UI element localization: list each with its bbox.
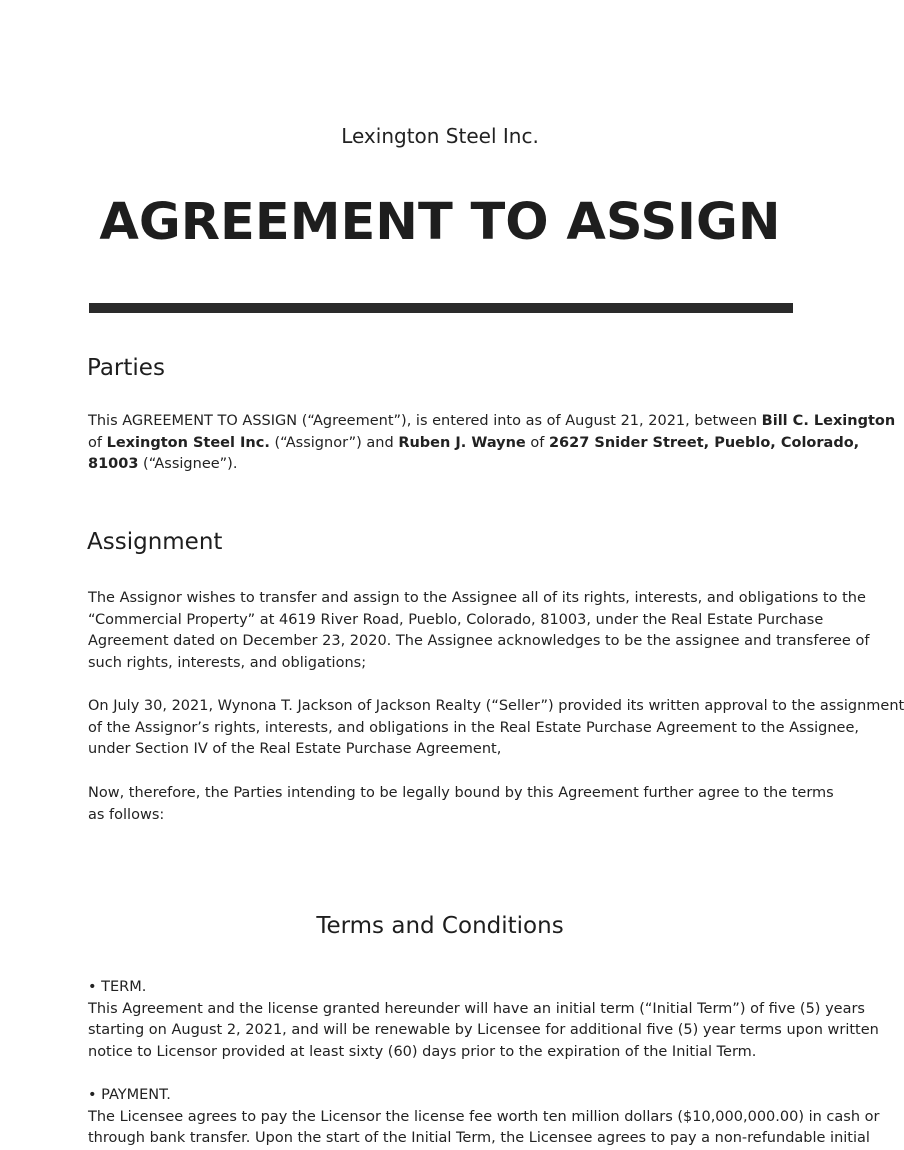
paragraph-line: through bank transfer. Upon the start of the Initial Term, the Licensee agrees to pay a non-refundable initial <box>88 1130 870 1147</box>
payment-label: • PAYMENT. <box>88 1087 171 1103</box>
party-a-name: Bill C. Lexington <box>761 413 896 429</box>
term-label: • TERM. <box>88 979 147 995</box>
paragraph-line: of the Assignor’s rights, interests, and obligations in the Real Estate Purchase Agreement to the Assignee, <box>88 719 860 736</box>
assignee-address-line-1: 2627 Snider Street, Pueblo, Colorado, <box>548 434 860 451</box>
parties-heading: Parties <box>87 355 165 381</box>
paragraph-line: The Assignor wishes to transfer and assign to the Assignee all of its rights, interests, and obligations to the <box>88 590 866 606</box>
paragraph-line: Agreement dated on December 23, 2020. The Assignee acknowledges to be the assignee and transferee of <box>88 633 870 650</box>
payment-section <box>88 1085 880 1150</box>
paragraph-line: Now, therefore, the Parties intending to be legally bound by this Agreement further agree to the terms <box>88 785 834 801</box>
parties-line-1 <box>88 411 896 433</box>
paragraph-line: The Licensee agrees to pay the Licensor the license fee worth ten million dollars ($10,000,000.00) in cash or <box>88 1108 880 1125</box>
assignment-heading: Assignment <box>87 529 223 555</box>
document-title: AGREEMENT TO ASSIGN <box>99 193 781 252</box>
term-section <box>88 977 879 1063</box>
paragraph-line: under Section IV of the Real Estate Purchase Agreement, <box>88 741 502 758</box>
assignor-company: Lexington Steel Inc. <box>106 434 270 451</box>
parties-text-1: This AGREEMENT TO ASSIGN (“Agreement”), is entered into as of August 21, 2021, between <box>88 413 762 429</box>
paragraph-line: notice to Licensor provided at least sixty (60) days prior to the expiration of the Initial Term. <box>88 1043 757 1060</box>
parties-paragraph <box>88 411 896 476</box>
parties-text-3: (“Assignor”) and <box>269 434 399 451</box>
assignment-paragraph-2 <box>88 696 904 761</box>
assignee-name: Ruben J. Wayne <box>398 434 526 451</box>
paragraph-line: On July 30, 2021, Wynona T. Jackson of Jackson Realty (“Seller”) provided its written approval to the assignment <box>88 698 904 714</box>
parties-text-5: (“Assignee”). <box>138 456 238 473</box>
assignment-paragraph-3 <box>88 783 834 826</box>
paragraph-line: “Commercial Property” at 4619 River Road, Pueblo, Colorado, 81003, under the Real Estate Purchase <box>88 611 824 628</box>
parties-line-2 <box>88 433 860 455</box>
paragraph-line: starting on August 2, 2021, and will be renewable by Licensee for additional five (5) year terms upon written <box>88 1022 879 1039</box>
parties-line-3 <box>88 454 808 476</box>
terms-heading: Terms and Conditions <box>316 913 564 939</box>
company-name: Lexington Steel Inc. <box>341 124 539 148</box>
paragraph-line: such rights, interests, and obligations; <box>88 654 367 671</box>
title-divider <box>89 303 793 313</box>
assignee-address-line-2: 81003 <box>88 456 139 473</box>
paragraph-line: as follows: <box>88 806 165 823</box>
paragraph-line: This Agreement and the license granted hereunder will have an initial term (“Initial Term”) of five (5) years <box>88 1000 865 1017</box>
assignment-paragraph-1 <box>88 588 870 674</box>
parties-text-4: of <box>525 434 549 451</box>
parties-text-2: of <box>88 434 107 451</box>
